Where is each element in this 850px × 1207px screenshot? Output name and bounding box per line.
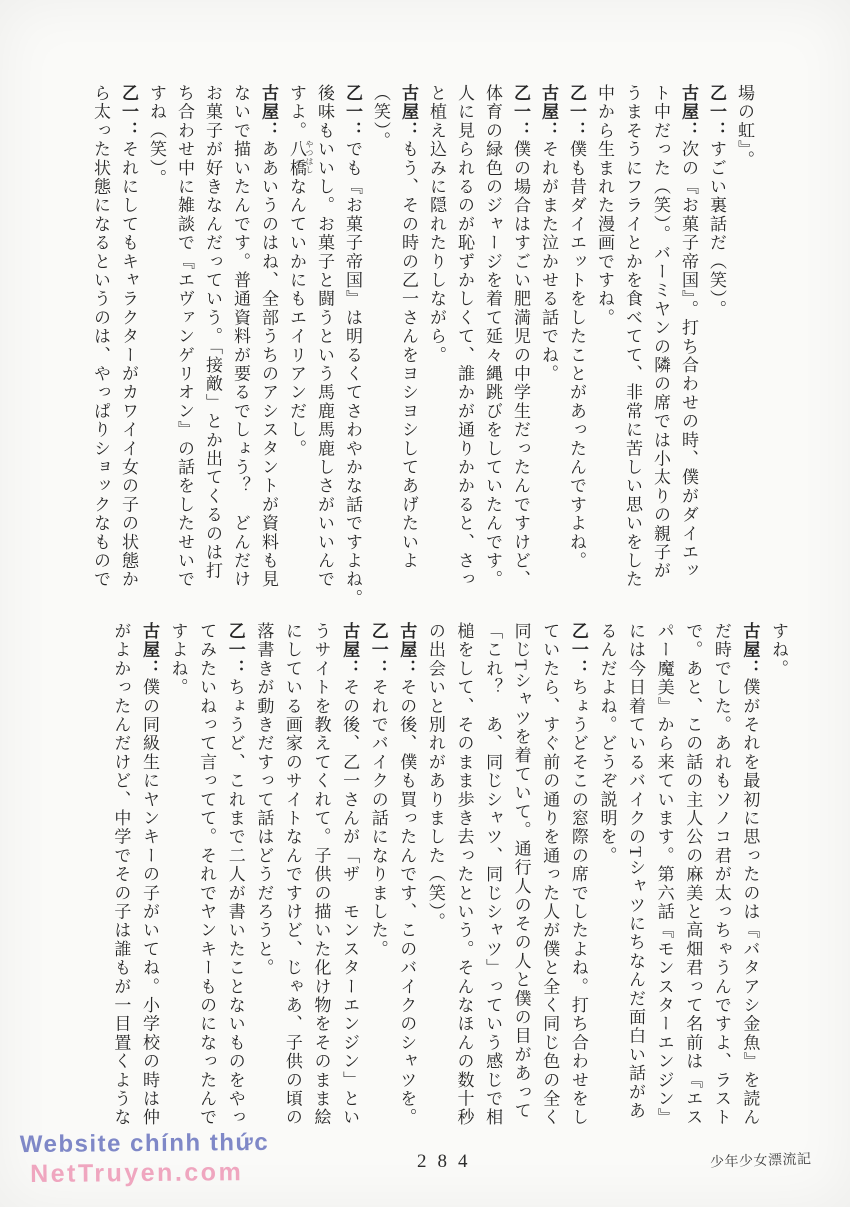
column-text: すごい裏話だ（笑）。 xyxy=(707,140,726,319)
column-text: 中から生まれた漫画ですね。 xyxy=(595,84,614,328)
column-text: もう、その時の乙一さんをヨシヨシしてあげたいよ xyxy=(399,140,418,571)
speaker-name: 乙一： xyxy=(568,622,588,679)
watermark xyxy=(20,1129,270,1189)
column-text: すね（笑）。 xyxy=(147,84,166,188)
column-text: ト中だった（笑）。バーミヤンの隣の席では小太りの親子が xyxy=(651,84,670,581)
text-column xyxy=(649,622,678,1134)
text-column xyxy=(422,84,450,596)
column-text: ないで描いたんです。普通資料が要るでしょう？ どんだけ xyxy=(231,84,250,589)
text-column xyxy=(562,84,590,596)
speaker-name: 古屋： xyxy=(399,84,418,141)
furigana-yatsuhashi: やつはし xyxy=(305,140,314,174)
speaker-name: 乙一： xyxy=(368,622,388,679)
column-text: ちょうどそこの窓際の席でしたよね。打ち合わせをし xyxy=(568,678,588,1127)
column-text: 次の『お菓子帝国』。打ち合わせの時、僕がダイエッ xyxy=(679,140,698,581)
column-text: うサイトを教えてくれて。子供の描いた化け物をそのまま絵 xyxy=(311,622,331,1127)
column-text: （笑）。 xyxy=(371,84,390,151)
text-column xyxy=(163,622,192,1134)
column-text: 人に見られるのが恥ずかしくて、誰かが通りかかると、さっ xyxy=(455,84,474,589)
column-text: にしている画家のサイトなんですけど、じゃあ、子供の頃の xyxy=(282,622,302,1127)
text-column xyxy=(142,84,170,596)
column-text: それでバイクの話になりました。 xyxy=(368,678,388,959)
column-text: 僕の場合はすごい肥満児の中学生だったんですけど、 xyxy=(511,140,530,589)
speaker-name: 乙一： xyxy=(119,84,138,141)
watermark-site-label: Website chính thức xyxy=(19,1128,270,1159)
text-column xyxy=(254,84,282,596)
text-column xyxy=(702,84,730,596)
text-column xyxy=(534,84,562,596)
text-column xyxy=(646,84,674,596)
text-column xyxy=(366,84,394,596)
column-text: ああいうのはね、全部うちのアシスタントが資料も見 xyxy=(259,140,278,589)
text-column xyxy=(335,622,364,1134)
speaker-name: 古屋： xyxy=(139,622,159,679)
text-column xyxy=(170,84,198,596)
text-column xyxy=(449,622,478,1134)
text-column xyxy=(763,622,792,1134)
column-text: ち合わせ中に雑談で『エヴァンゲリオン』の話をしたせいで xyxy=(175,84,194,589)
column-text: 落書きが動きだすって話はどうだろうと。 xyxy=(254,622,274,978)
column-text: と植え込みに隠れたりしながら。 xyxy=(427,84,446,365)
speaker-name: 乙一： xyxy=(225,622,245,679)
column-text: ていたら、すぐ前の通りを通った人が僕と全く同じ色の全く xyxy=(540,622,560,1127)
speaker-name: 古屋： xyxy=(340,622,360,679)
column-text: には今日着ているバイクのTシャツにちなんだ面白い話があ xyxy=(626,622,646,1121)
text-column xyxy=(563,622,592,1134)
text-column xyxy=(478,84,506,596)
text-column xyxy=(226,84,254,596)
column-text: 僕の同級生にヤンキーの子がいてね。小学校の時は仲 xyxy=(139,678,159,1127)
interview-text-top-block xyxy=(86,84,758,608)
speaker-name: 古屋： xyxy=(397,622,417,679)
column-text: その後、僕も買ったんです、このバイクのシャツを。 xyxy=(397,678,417,1127)
speaker-name: 乙一： xyxy=(511,84,530,141)
column-text: すね。 xyxy=(769,622,788,679)
column-text: がよかったんだけど、中学でその子は誰もが一目置くような xyxy=(111,622,131,1127)
text-column xyxy=(450,84,478,596)
text-column xyxy=(674,84,702,596)
column-text: お菓子が好きなんだっていう。「接敵」とか出てくるのは打 xyxy=(203,84,222,581)
text-column xyxy=(277,622,306,1134)
speaker-name: 乙一： xyxy=(343,84,362,141)
text-column xyxy=(506,84,534,596)
book-title: 少年少女漂流記 xyxy=(709,1152,812,1171)
text-column xyxy=(192,622,221,1134)
text-column xyxy=(114,84,142,596)
column-text: 槌をして、そのまま歩き去ったという。そんなほんの数十秒 xyxy=(454,622,474,1127)
text-column xyxy=(134,622,163,1134)
text-column xyxy=(420,622,449,1134)
text-column xyxy=(506,622,535,1134)
column-text: 僕がそれを最初に思ったのは『バタアシ金魚』を読ん xyxy=(740,678,760,1127)
text-column xyxy=(86,84,114,596)
text-column xyxy=(590,84,618,596)
text-column xyxy=(535,622,564,1134)
column-text: 僕も昔ダイエットをしたことがあったんですよね。 xyxy=(567,140,586,571)
text-column xyxy=(338,84,366,608)
text-column xyxy=(306,622,335,1134)
text-column xyxy=(394,84,422,596)
text-column xyxy=(592,622,621,1134)
column-text: パー魔美』から来ています。第六話『モンスターエンジン』 xyxy=(654,622,674,1127)
text-column xyxy=(678,622,707,1134)
column-text: だ時でした。あれもソノコ君が太っちゃうんですよ、ラスト xyxy=(711,622,731,1127)
interview-text-bottom-block xyxy=(106,622,792,1134)
speaker-name: 古屋： xyxy=(740,622,760,679)
column-text: すよ。八橋なんていかにもエイリアンだし。 xyxy=(287,84,306,458)
text-column xyxy=(477,622,506,1134)
column-text: 後味もいいし。お菓子と闘うという馬鹿馬鹿しさがいいんで xyxy=(315,84,334,589)
column-text: それにしてもキャラクターがカワイイ女の子の状態か xyxy=(119,140,138,589)
column-text: で。あと、この話の主人公の麻美と高畑君って名前は『エス xyxy=(683,622,703,1127)
column-text: てみたいねって言ってて。それでヤンキーものになったんで xyxy=(197,622,217,1127)
text-column xyxy=(106,622,135,1134)
text-column xyxy=(198,84,226,596)
speaker-name: 古屋： xyxy=(539,84,558,141)
column-text: の出会いと別れがありました（笑）。 xyxy=(425,622,445,932)
text-column xyxy=(735,622,764,1134)
column-text: 同じTシャツを着ていて。通行人のその人と僕の目があって xyxy=(511,622,531,1121)
text-column xyxy=(220,622,249,1134)
text-column xyxy=(392,622,421,1134)
column-text: ちょうど、これまで二人が書いたことないものをやっ xyxy=(225,678,245,1127)
column-text: るんだよね。どうぞ説明を。 xyxy=(597,622,617,866)
column-text: その後、乙一さんが「ザ モンスターエンジン」とい xyxy=(340,678,360,1127)
speaker-name: 古屋： xyxy=(259,84,278,141)
column-text: ら太った状態になるというのは、やっぱりショックなもので xyxy=(91,84,110,589)
speaker-name: 乙一： xyxy=(567,84,586,141)
column-text: 場の虹』。 xyxy=(735,84,754,169)
speaker-name: 古屋： xyxy=(679,84,698,141)
column-text: それがまた泣かせる話でね。 xyxy=(539,140,558,384)
page-number: 284 xyxy=(417,1151,479,1172)
watermark-site-name: NetTruyen.com xyxy=(30,1158,244,1188)
text-column xyxy=(363,622,392,1134)
column-text: でも『お菓子帝国』は明るくてさわやかな話ですよね。 xyxy=(343,140,362,608)
column-text: 「これ？ あ、同じシャツ、同じシャツ」っていう感じで相 xyxy=(483,622,503,1127)
text-column xyxy=(618,84,646,596)
text-column xyxy=(249,622,278,1134)
text-column xyxy=(706,622,735,1134)
text-column xyxy=(730,84,758,596)
column-text: すよね。 xyxy=(168,622,188,697)
column-text: うまそうにフライとかを食べてて、非常に苦しい思いをした xyxy=(623,84,642,589)
text-column xyxy=(620,622,649,1134)
column-text: 体育の緑色のジャージを着て延々縄跳びをしていたんです。 xyxy=(483,84,502,589)
speaker-name: 乙一： xyxy=(707,84,726,141)
